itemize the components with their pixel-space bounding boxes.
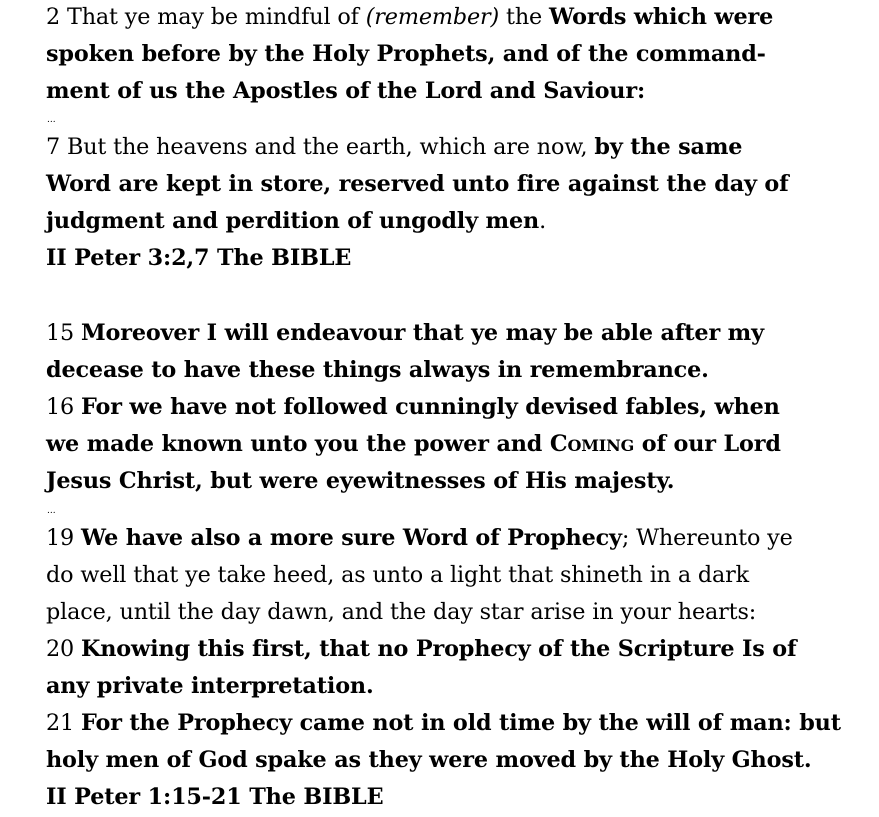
verse-2-line-2: spoken before by the Holy Prophets, and of the command- xyxy=(46,41,766,67)
verse-15-line-2: decease to have these things always in remembrance. xyxy=(46,357,709,383)
verse-text-bold: of our Lord xyxy=(634,431,781,457)
verse-text-bold: by the same xyxy=(594,134,743,160)
verse-text: ; Whereunto ye xyxy=(621,525,793,551)
verse-text-bold: Knowing this first, that no Prophecy of the Scripture Is of xyxy=(81,636,797,662)
ellipsis: ... xyxy=(47,506,56,516)
verse-15-line-1 xyxy=(46,318,764,348)
verse-21-line-2: holy men of God spake as they were moved by the Holy Ghost. xyxy=(46,747,812,773)
verse-21-line-1 xyxy=(46,708,841,738)
scripture-reference: II Peter 1:15-21 The BIBLE xyxy=(46,784,384,810)
verse-20-line-2: any private interpretation. xyxy=(46,673,374,699)
verse-text: the xyxy=(499,4,550,30)
verse-text-bold: judgment and perdition of ungodly men xyxy=(46,208,540,234)
verse-text-italic: (remember) xyxy=(365,4,500,30)
verse-19-line-2: do well that ye take heed, as unto a light that shineth in a dark xyxy=(46,562,750,588)
verse-text-bold: Words which were xyxy=(549,4,774,30)
verse-16-line-3: Jesus Christ, but were eyewitnesses of His majesty. xyxy=(46,468,675,494)
verse-20-line-1 xyxy=(46,634,796,664)
verse-text: That ye may be mindful of xyxy=(66,4,366,30)
verse-7-line-1 xyxy=(46,132,742,162)
verse-text-bold: We have also a more sure Word of Prophecy xyxy=(81,525,622,551)
verse-number: 15 xyxy=(46,320,82,346)
verse-7-line-2: Word are kept in store, reserved unto fire against the day of xyxy=(46,171,789,197)
ellipsis: ... xyxy=(47,115,56,125)
verse-text-bold: Moreover I will endeavour that ye may be able after my xyxy=(81,320,764,346)
verse-text-small-caps: Coming xyxy=(549,431,635,457)
verse-number: 20 xyxy=(46,636,82,662)
verse-text-bold: For the Prophecy came not in old time by the will of man: but xyxy=(81,710,841,736)
verse-16-line-1 xyxy=(46,392,780,422)
verse-number: 19 xyxy=(46,525,82,551)
verse-number: 2 xyxy=(46,4,67,30)
verse-number: 16 xyxy=(46,394,82,420)
verse-2-line-3: ment of us the Apostles of the Lord and Saviour: xyxy=(46,78,646,104)
scripture-reference: II Peter 3:2,7 The BIBLE xyxy=(46,245,352,271)
verse-19-line-3: place, until the day dawn, and the day star arise in your hearts: xyxy=(46,599,757,625)
verse-text: . xyxy=(539,208,547,234)
verse-text: 7 But the heavens and the earth, which are now, xyxy=(46,134,595,160)
verse-text-bold: For we have not followed cunningly devised fables, when xyxy=(81,394,780,420)
verse-16-line-2 xyxy=(46,429,781,459)
verse-7-line-3 xyxy=(46,206,546,236)
verse-text-bold: we made known unto you the power and xyxy=(46,431,550,457)
verse-number: 21 xyxy=(46,710,82,736)
verse-19-line-1 xyxy=(46,523,793,553)
verse-2-line-1 xyxy=(46,2,773,32)
